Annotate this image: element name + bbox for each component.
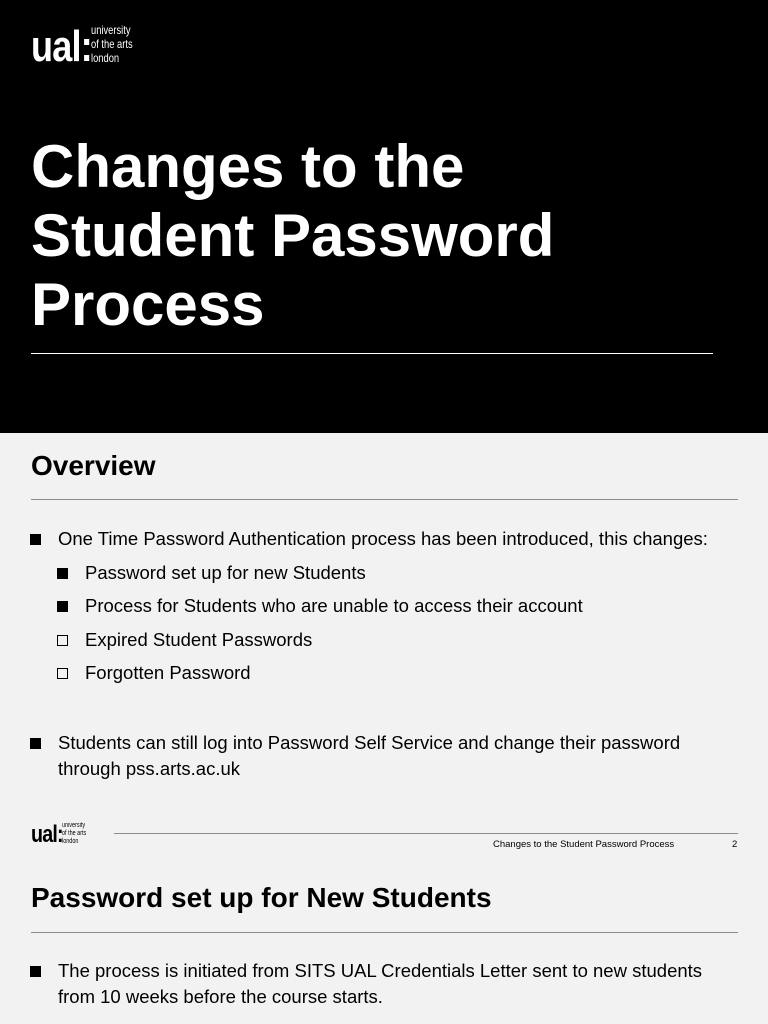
list-item xyxy=(30,526,730,552)
list-item xyxy=(57,660,737,686)
bullet-text: The process is initiated from SITS UAL Credentials Letter sent to new students from 10 weeks before the course starts. xyxy=(58,960,703,1007)
list-item xyxy=(30,958,730,1010)
bullet-text: One Time Password Authentication process has been introduced, this changes: xyxy=(58,528,708,549)
logo-mark: ual: xyxy=(31,22,92,71)
overview-slide xyxy=(0,433,768,1024)
slide-title: Changes to the Student Password Process xyxy=(31,133,555,338)
heading-divider xyxy=(31,499,738,500)
bullet-text: Expired Student Passwords xyxy=(85,629,313,650)
logo-word-2: of the arts xyxy=(62,830,87,837)
bullet-text: Process for Students who are unable to access their account xyxy=(85,595,583,616)
title-divider xyxy=(31,353,713,354)
logo-word-3: london xyxy=(91,51,120,65)
bullet-text: Students can still log into Password Self Service and change their password through pss.arts.ac.uk xyxy=(58,732,681,779)
password-setup-heading: Password set up for New Students xyxy=(31,882,492,913)
overview-heading: Overview xyxy=(31,450,156,481)
bullet-square-icon xyxy=(57,568,68,579)
footer-title: Changes to the Student Password Process xyxy=(493,839,675,850)
logo-mark: ual: xyxy=(31,821,63,848)
bullet-text: Password set up for new Students xyxy=(85,562,366,583)
bullet-hollow-square-icon xyxy=(57,668,68,679)
list-item xyxy=(57,627,737,653)
logo-wordmark xyxy=(91,23,133,65)
logo-word-1: university xyxy=(91,23,131,37)
bullet-square-icon xyxy=(30,966,41,977)
bullet-square-icon xyxy=(30,534,41,545)
logo-word-1: university xyxy=(62,822,86,829)
title-slide xyxy=(0,0,768,433)
ual-logo xyxy=(31,24,144,70)
bullet-square-icon xyxy=(57,601,68,612)
logo-wordmark xyxy=(62,822,86,846)
list-item xyxy=(30,730,710,782)
page-number: 2 xyxy=(732,839,738,850)
bullet-hollow-square-icon xyxy=(57,635,68,646)
logo-word-2: of the arts xyxy=(91,37,133,51)
logo-word-3: london xyxy=(62,838,79,845)
heading-divider xyxy=(31,932,738,933)
footer-divider xyxy=(114,833,738,834)
footer-ual-logo xyxy=(31,822,93,848)
list-item xyxy=(57,593,737,619)
bullet-square-icon xyxy=(30,738,41,749)
list-item xyxy=(57,560,737,586)
bullet-text: Forgotten Password xyxy=(85,662,251,683)
